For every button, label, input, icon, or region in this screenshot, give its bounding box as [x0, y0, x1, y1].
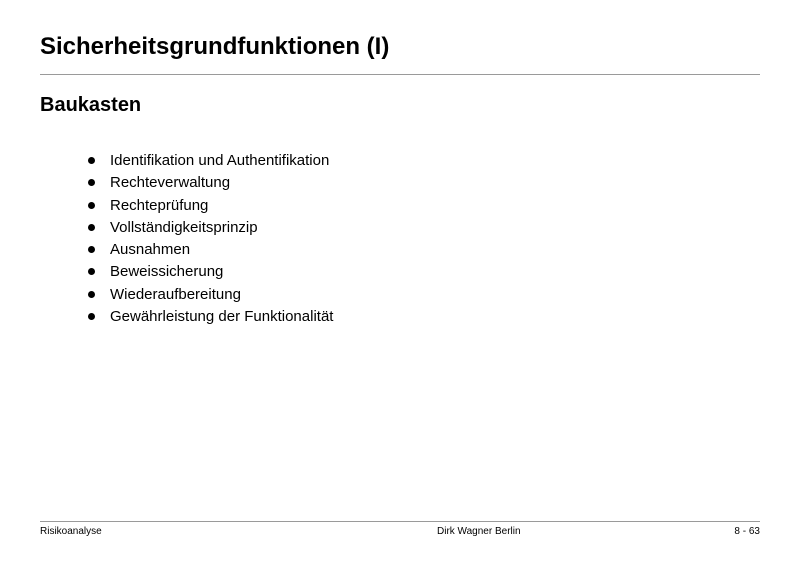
bullet-text: Identifikation und Authentifikation — [110, 152, 330, 169]
footer-divider — [40, 521, 760, 522]
slide-title: Sicherheitsgrundfunktionen (I) — [40, 33, 390, 60]
bullet-text: Beweissicherung — [110, 263, 224, 281]
bullet-text: Vollständigkeitsprinzip — [110, 218, 258, 236]
bullet-text: Rechteverwaltung — [110, 174, 231, 192]
bullet-dot-icon — [88, 268, 95, 275]
section-heading: Baukasten — [40, 94, 142, 116]
bullet-dot-icon — [88, 313, 95, 320]
bullet-dot-icon — [88, 291, 95, 298]
footer-author: Dirk Wagner Berlin — [437, 526, 521, 537]
bullet-text: Wiederaufbereitung — [110, 285, 241, 303]
footer-course-title: Risikoanalyse — [40, 526, 102, 537]
bullet-dot-icon — [88, 157, 95, 164]
footer-page-number: 8 - 63 — [734, 526, 760, 537]
bullet-text: Ausnahmen — [110, 241, 191, 259]
bullet-dot-icon — [88, 224, 95, 231]
bullet-dot-icon — [88, 202, 95, 209]
bullet-dot-icon — [88, 246, 95, 253]
bullet-text: Rechteprüfung — [110, 196, 209, 214]
bullet-dot-icon — [88, 179, 95, 186]
bullet-text: Gewährleistung der Funktionalität — [110, 308, 334, 326]
title-divider — [40, 74, 760, 75]
